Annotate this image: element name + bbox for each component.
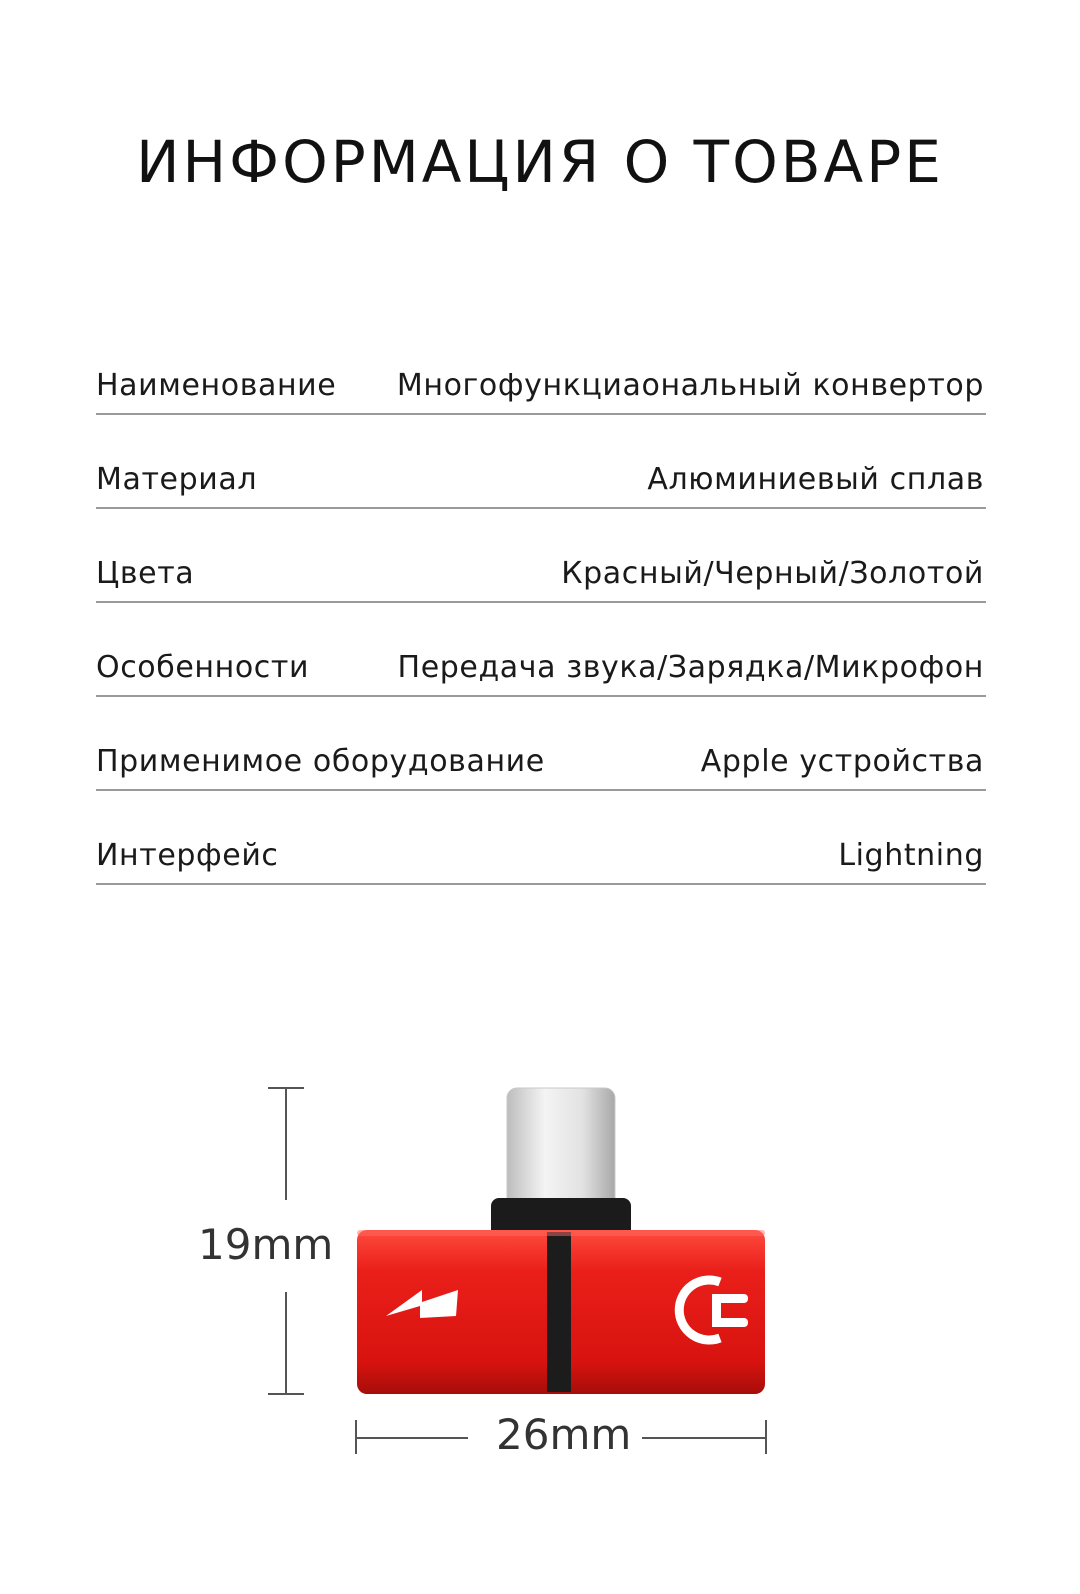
spec-row-name: [96, 340, 986, 415]
width-label: 26mm: [496, 1410, 632, 1459]
spec-row-interface: [96, 791, 986, 885]
spec-value: Красный/Черный/Золотой: [561, 556, 984, 591]
spec-value: Алюминиевый сплав: [647, 462, 984, 497]
spec-label: Особенности: [96, 650, 310, 685]
lightning-plug: [491, 1088, 631, 1238]
page-title: ИНФОРМАЦИЯ О ТОВАРЕ: [136, 128, 944, 196]
spec-value: Apple устройства: [700, 744, 984, 779]
spec-row-features: [96, 603, 986, 697]
height-label: 19mm: [198, 1220, 334, 1269]
spec-label: Цвета: [96, 556, 195, 591]
spec-row-compatibility: [96, 697, 986, 791]
spec-row-colors: [96, 509, 986, 603]
spec-value: Многофункциаональный конвертор: [396, 368, 984, 403]
spec-row-material: [96, 415, 986, 509]
spec-value: Передача звука/Зарядка/Микрофон: [397, 650, 984, 685]
spec-table: [96, 340, 986, 885]
product-dimension-illustration: [0, 1080, 1080, 1500]
spec-value: Lightning: [838, 838, 984, 873]
adapter-body: [357, 1230, 765, 1394]
spec-label: Наименование: [96, 368, 337, 403]
spec-label: Применимое оборудование: [96, 744, 545, 779]
spec-label: Интерфейс: [96, 838, 279, 873]
spec-label: Материал: [96, 462, 258, 497]
